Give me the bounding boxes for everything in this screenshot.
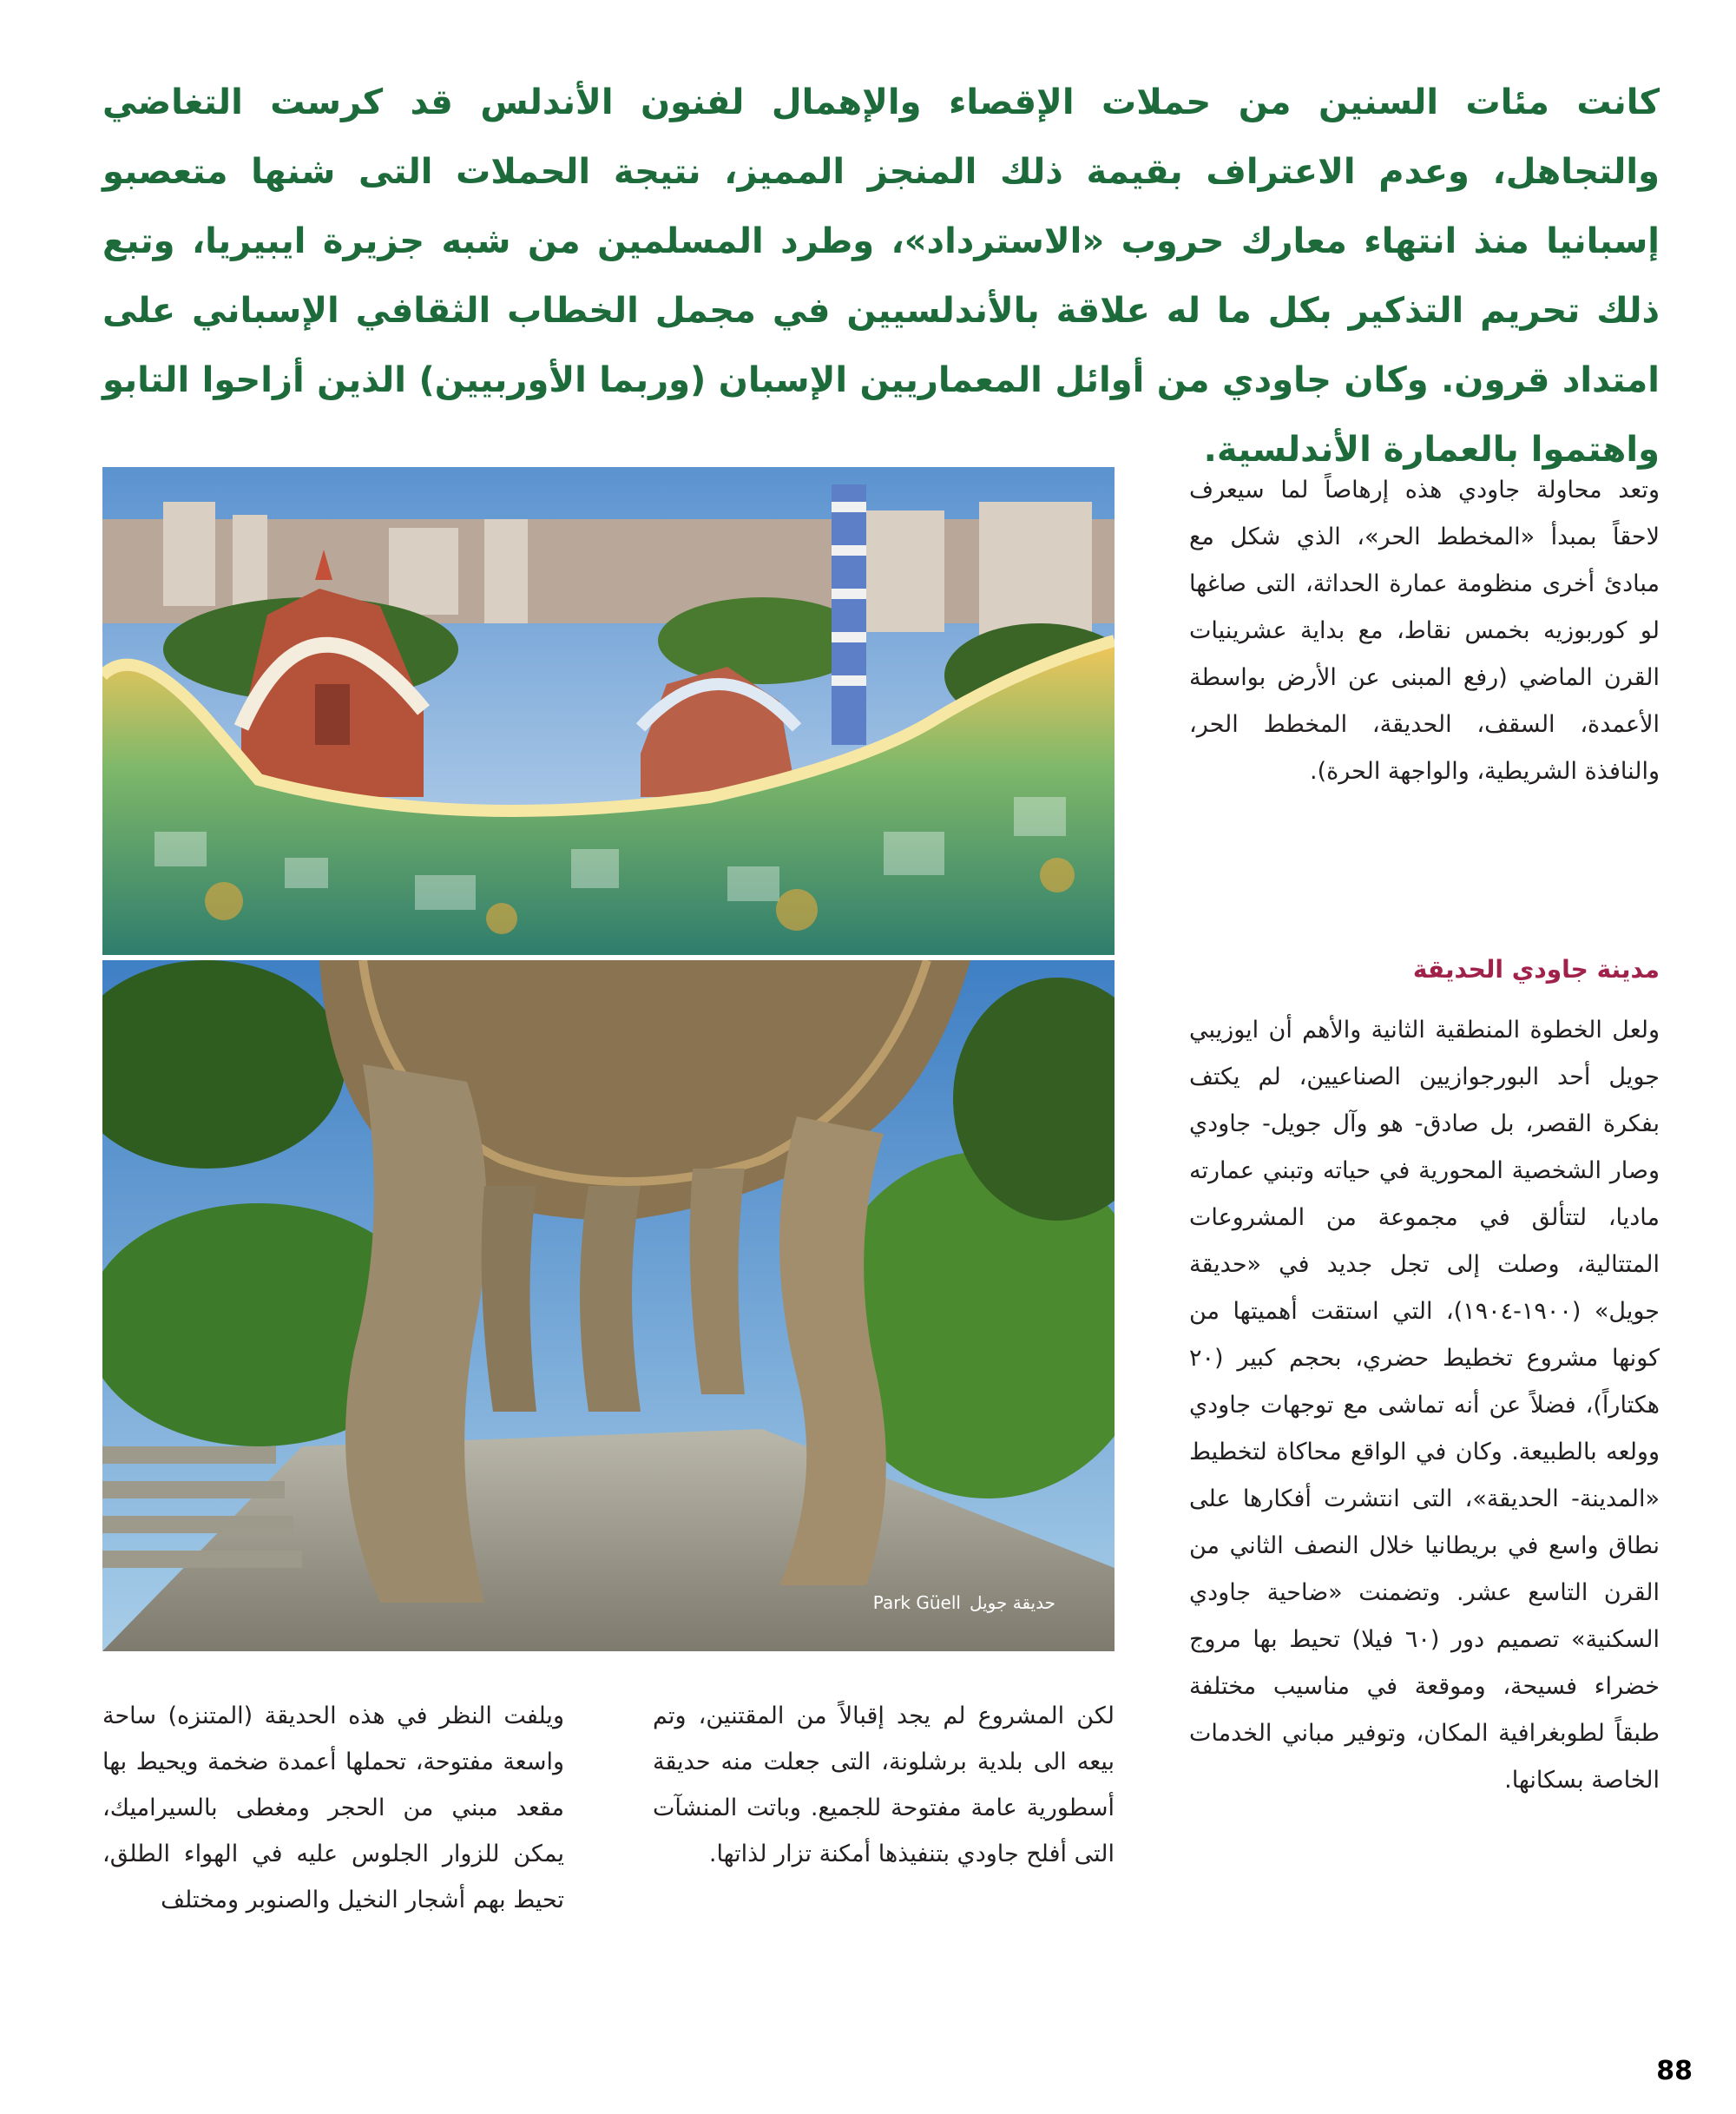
left-column-text: ويلفت النظر في هذه الحديقة (المتنزه) ساحة واسعة مفتوحة، تحملها أعمدة ضخمة ويحيط بها مقعد مبني من الحجر ومغطى بالسيراميك، يمكن للزوار الجلوس عليه في الهواء الطلق، تحيط بهم أشجار النخيل والصنوبر ومختلف <box>102 1702 564 1913</box>
middle-column-text: لكن المشروع لم يجد إقبالاً من المقتنين، وتم بيعه الى بلدية برشلونة، التى جعلت منه حديقة أسطورية عامة مفتوحة للجميع. وباتت المنشآت التى أفلح جاودي بتنفيذها أمكنة تزار لذاتها. <box>653 1702 1115 1867</box>
right-column-top-text: وتعد محاولة جاودي هذه إرهاصاً لما سيعرف لاحقاً بمبدأ «المخطط الحر»، الذي شكل مع مبادئ أخرى منظومة عمارة الحداثة، التى صاغها لو كوربوزيه بخمس نقاط، مع بداية عشرينيات القرن الماضي (رفع المبنى عن الأرض بواسطة الأعمدة، السقف، الحديقة، المخطط الحر، والنافذة الشريطية، والواجهة الحرة). <box>1189 477 1660 785</box>
stone-colonnade-illustration <box>102 960 1115 1651</box>
right-column-bottom-text: ولعل الخطوة المنطقية الثانية والأهم أن ايوزيبي جويل أحد البورجوازيين الصناعيين، لم يكتف بفكرة القصر، بل صادق- هو وآل جويل- جاودي وصار الشخصية المحورية في حياته وتبني عمارته ماديا، لتتألق في مجموعة من المشروعات المتتالية، وصلت إلى تجل جديد في «حديقة جويل» (١٩٠٠-١٩٠٤)، التي استقت أهميتها من كونها مشروع تخطيط حضري، بحجم كبير (٢٠ هكتاراً)، فضلاً عن أنه تماشى مع توجهات جاودي وولعه بالطبيعة. وكان في الواقع محاكاة لتخطيط «المدينة- الحديقة»، التى انتشرت أفكارها على نطاق واسع في بريطانيا خلال النصف الثاني من القرن التاسع عشر. وتضمنت «ضاحية جاودي السكنية» تصميم دور (٦٠ فيلا) تحيط بها مروج خضراء فسيحة، وموقعة في مناسيب مختلفة طبقاً لطوبغرافية المكان، وتوفير مباني الخدمات الخاصة بسكانها. <box>1189 1017 1660 1794</box>
photo-caption <box>865 1592 1055 1613</box>
intro-paragraph: كانت مئات السنين من حملات الإقصاء والإهمال لفنون الأندلس قد كرست التغاضي والتجاهل، وعدم الاعتراف بقيمة ذلك المنجز المميز، نتيجة الحملات التى شنها متعصبو إسبانيا منذ انتهاء معارك حروب «الاسترداد»، وطرد المسلمين من شبه جزيرة ايبيريا، وتبع ذلك تحريم التذكير بكل ما له علاقة بالأندلسيين في مجمل الخطاب الثقافي الإسباني على امتداد قرون. وكان جاودي من أوائل المعماريين الإسبان (وربما الأوربيين) الذين أزاحوا التابو واهتموا بالعمارة الأندلسية. <box>102 82 1660 470</box>
page-number: 88 <box>1656 2056 1693 2086</box>
park-guell-mosaic-photo <box>102 467 1115 955</box>
caption-arabic: حديقة جويل <box>969 1592 1055 1613</box>
mosaic-bench-illustration <box>102 467 1115 955</box>
park-guell-colonnade-photo <box>102 960 1115 1651</box>
section-heading: مدينة جاودي الحديقة <box>1412 955 1660 984</box>
caption-english: Park Güell <box>872 1592 961 1613</box>
